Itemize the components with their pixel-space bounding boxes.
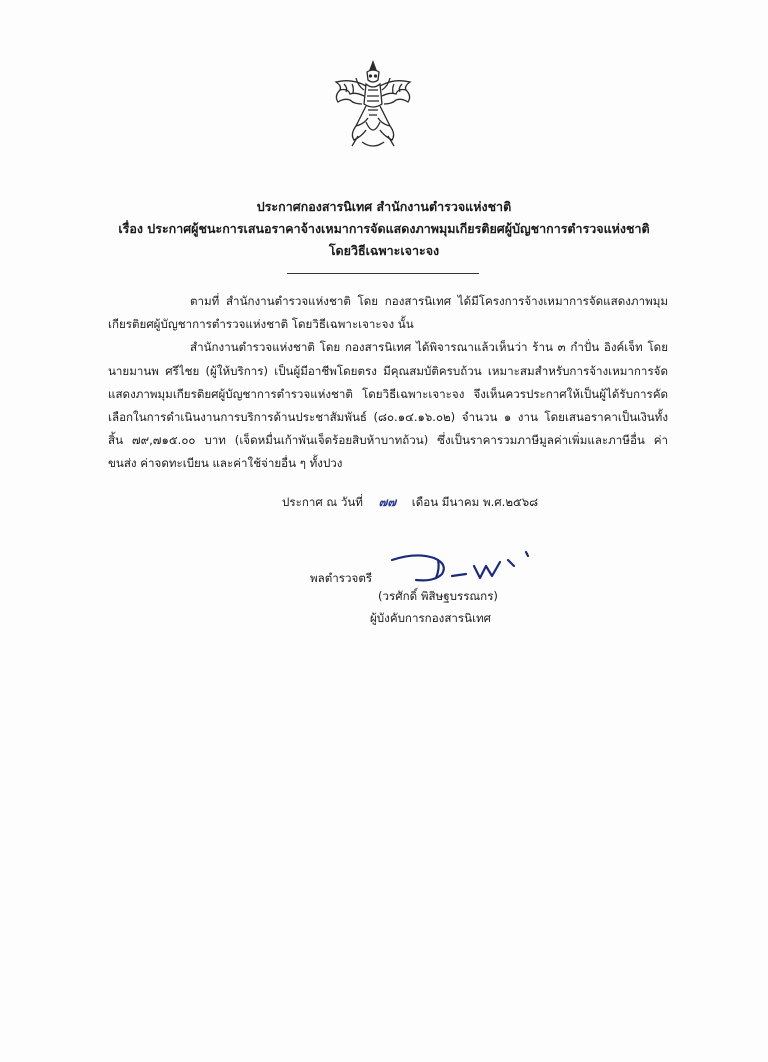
header-subject: เรื่อง ประกาศผู้ชนะการเสนอราคาจ้างเหมาการจัดแสดงภาพมุมเกียรติยศผู้บัญชาการตำรวจแห่งชาติ [118, 221, 650, 236]
announcement-header [60, 196, 708, 262]
announcement-date [282, 494, 538, 512]
signer-rank: พลตำรวจตรี [310, 571, 373, 585]
body-paragraph-1: ตามที่ สำนักงานตำรวจแห่งชาติ โดย กองสารนิเทศ ได้มีโครงการจ้างเหมาการจัดแสดงภาพมุมเกียรติยศผู้บัญชาการตำรวจแห่งชาติ โดยวิธีเฉพาะเจาะจง นั้น [108, 294, 668, 332]
date-prefix: ประกาศ ณ วันที่ [282, 495, 363, 509]
body-paragraph-2: สำนักงานตำรวจแห่งชาติ โดย กองสารนิเทศ ได้พิจารณาแล้วเห็นว่า ร้าน ๓ กำปั่น อิงค์เจ็ท โดย นายมานพ ศรีไชย (ผู้ให้บริการ) เป็นผู้มีอาชีพโดยตรง มีคุณสมบัติครบถ้วน เหมาะสมสำหรับการจ้างเหมาการจัดแสดงภาพมุมเกียรติยศผู้บัญชาการตำรวจแห่งชาติ โดยวิธีเฉพาะเจาะจง จึงเห็นควรประกาศให้เป็นผู้ได้รับการคัดเลือกในการดำเนินงานการบริการด้านประชาสัมพันธ์ (๘๐.๑๔.๑๖.๐๒) จำนวน ๑ งาน โดยเสนอราคาเป็นเงินทั้งสิ้น ๗๙,๗๑๕.๐๐ บาท (เจ็ดหมื่นเก้าพันเจ็ดร้อยสิบห้าบาทถ้วน) ซึ่งเป็นราคารวมภาษีมูลค่าเพิ่มและภาษีอื่น ค่าขนส่ง ค่าจดทะเบียน และค่าใช้จ่ายอื่น ๆ ทั้งปวง [108, 340, 668, 471]
header-line-1: ประกาศกองสารนิเทศ สำนักงานตำรวจแห่งชาติ [256, 199, 512, 214]
header-method: โดยวิธีเฉพาะเจาะจง [328, 243, 440, 258]
signer-name: (วรศักดิ์ พิสิษฐบรรณกร) [378, 589, 498, 603]
date-day-handwritten: ๗๗ [378, 495, 397, 509]
handwritten-signature [386, 548, 546, 588]
announcement-body [108, 290, 668, 476]
date-month-year: เดือน มีนาคม พ.ศ.๒๕๖๘ [411, 495, 539, 509]
garuda-emblem-icon [326, 60, 420, 152]
header-divider [287, 273, 479, 274]
signer-position: ผู้บังคับการกองสารนิเทศ [370, 611, 492, 625]
